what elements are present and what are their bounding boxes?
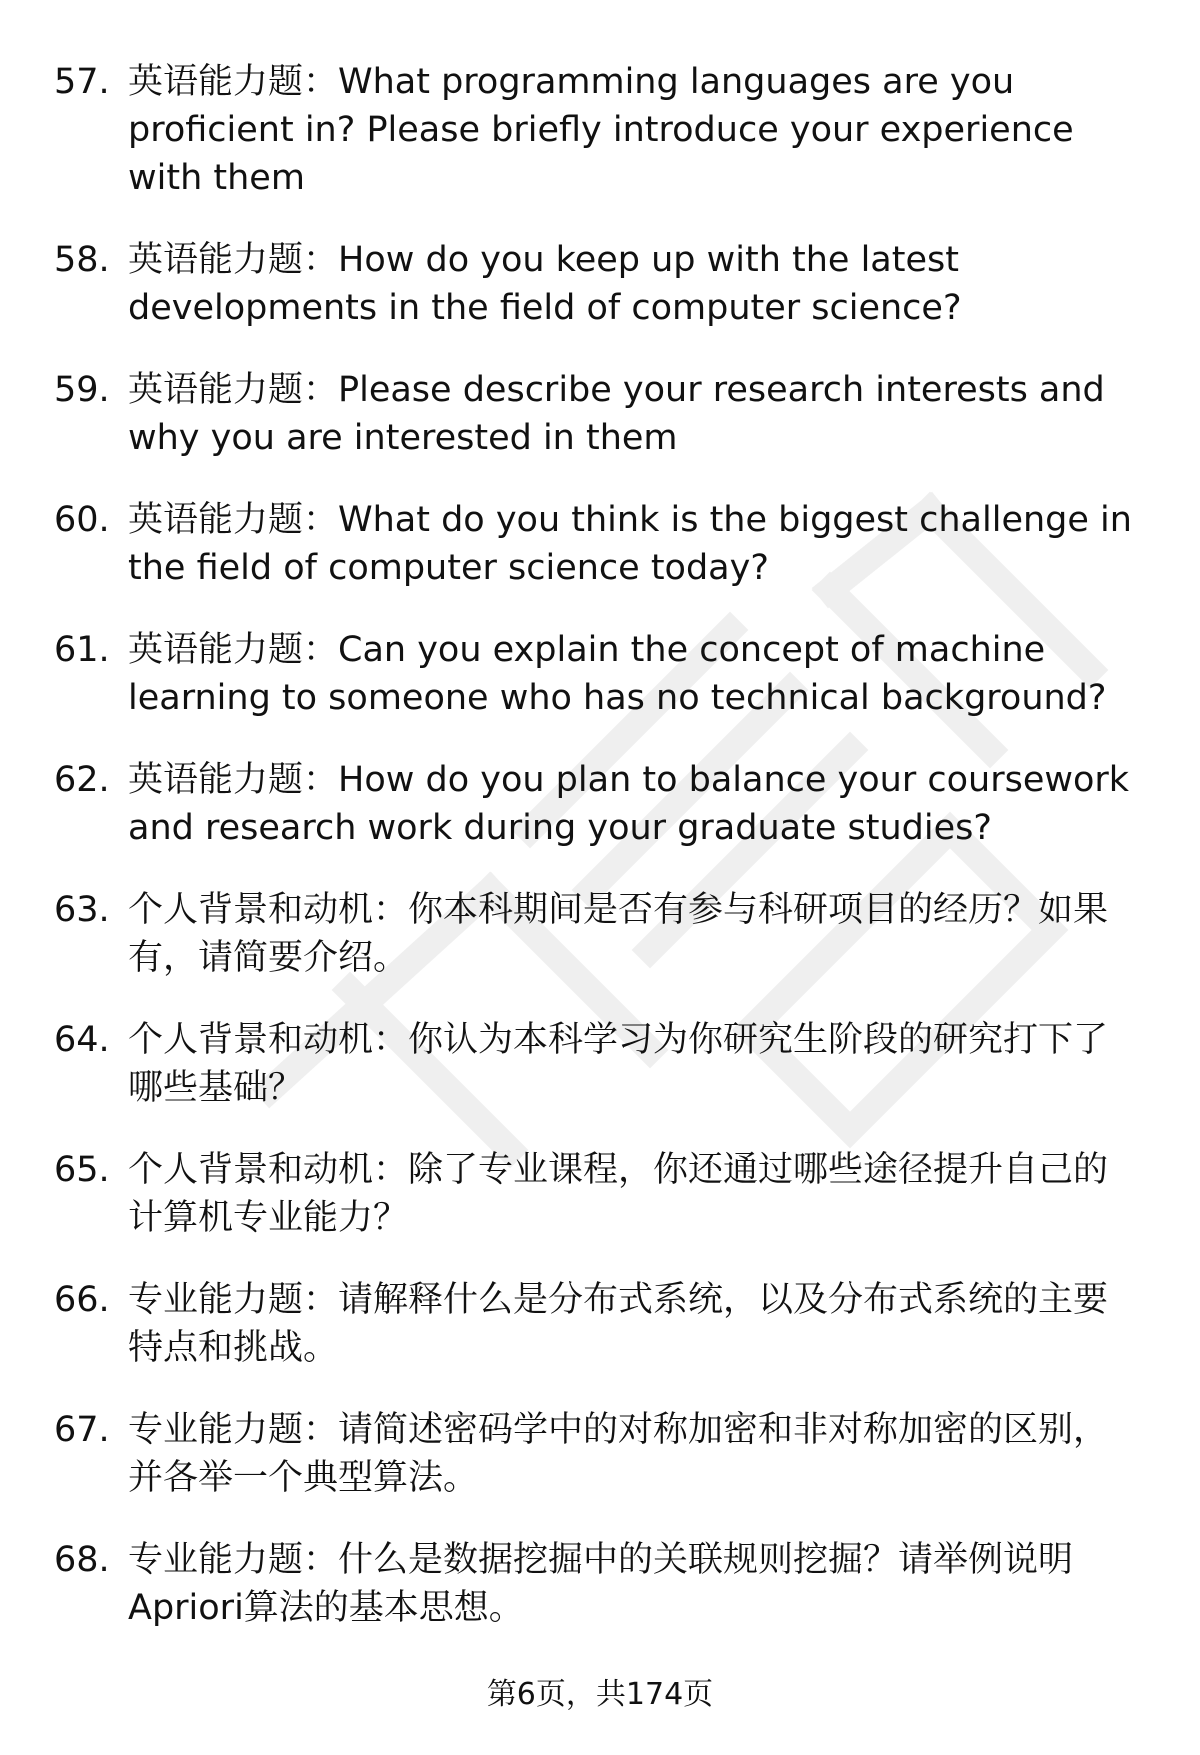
question-number: 65. [54, 1150, 110, 1190]
question-item-68 [0, 1536, 1200, 1632]
question-item-58 [0, 236, 1200, 332]
question-number: 67. [54, 1410, 110, 1450]
question-number: 60. [54, 500, 110, 540]
question-item-63 [0, 886, 1200, 982]
question-list [0, 58, 1200, 1666]
question-text: 英语能力题：How do you keep up with the latest developments in the field of computer science? [128, 240, 962, 328]
question-item-67 [0, 1406, 1200, 1502]
question-number: 59. [54, 370, 110, 410]
question-text: 个人背景和动机：你认为本科学习为你研究生阶段的研究打下了哪些基础？ [128, 1020, 1109, 1108]
question-number: 64. [54, 1020, 110, 1060]
question-number: 66. [54, 1280, 110, 1320]
page-number-label: 第6页，共174页 [486, 1677, 714, 1712]
question-item-59 [0, 366, 1200, 462]
question-text: 英语能力题：What do you think is the biggest challenge in the field of computer science today? [128, 500, 1132, 588]
question-number: 58. [54, 240, 110, 280]
page-footer [0, 1675, 1200, 1715]
question-item-64 [0, 1016, 1200, 1112]
question-number: 62. [54, 760, 110, 800]
question-text: 英语能力题：What programming languages are you proficient in? Please briefly introduce your experience with them [128, 62, 1074, 198]
question-item-65 [0, 1146, 1200, 1242]
question-text: 英语能力题：How do you plan to balance your coursework and research work during your graduate studies? [128, 760, 1130, 848]
question-item-61 [0, 626, 1200, 722]
question-item-60 [0, 496, 1200, 592]
question-item-66 [0, 1276, 1200, 1372]
question-number: 68. [54, 1540, 110, 1580]
question-number: 63. [54, 890, 110, 930]
question-text: 专业能力题：什么是数据挖掘中的关联规则挖掘？请举例说明Apriori算法的基本思想。 [128, 1540, 1074, 1628]
question-text: 个人背景和动机：你本科期间是否有参与科研项目的经历？如果有，请简要介绍。 [128, 890, 1109, 978]
question-text: 专业能力题：请简述密码学中的对称加密和非对称加密的区别，并各举一个典型算法。 [128, 1410, 1109, 1498]
question-number: 61. [54, 630, 110, 670]
question-item-57 [0, 58, 1200, 202]
question-text: 英语能力题：Please describe your research interests and why you are interested in them [128, 370, 1105, 458]
question-text: 个人背景和动机：除了专业课程，你还通过哪些途径提升自己的计算机专业能力？ [128, 1150, 1109, 1238]
question-text: 英语能力题：Can you explain the concept of machine learning to someone who has no technical background? [128, 630, 1107, 718]
question-text: 专业能力题：请解释什么是分布式系统，以及分布式系统的主要特点和挑战。 [128, 1280, 1109, 1368]
question-item-62 [0, 756, 1200, 852]
question-number: 57. [54, 62, 110, 102]
